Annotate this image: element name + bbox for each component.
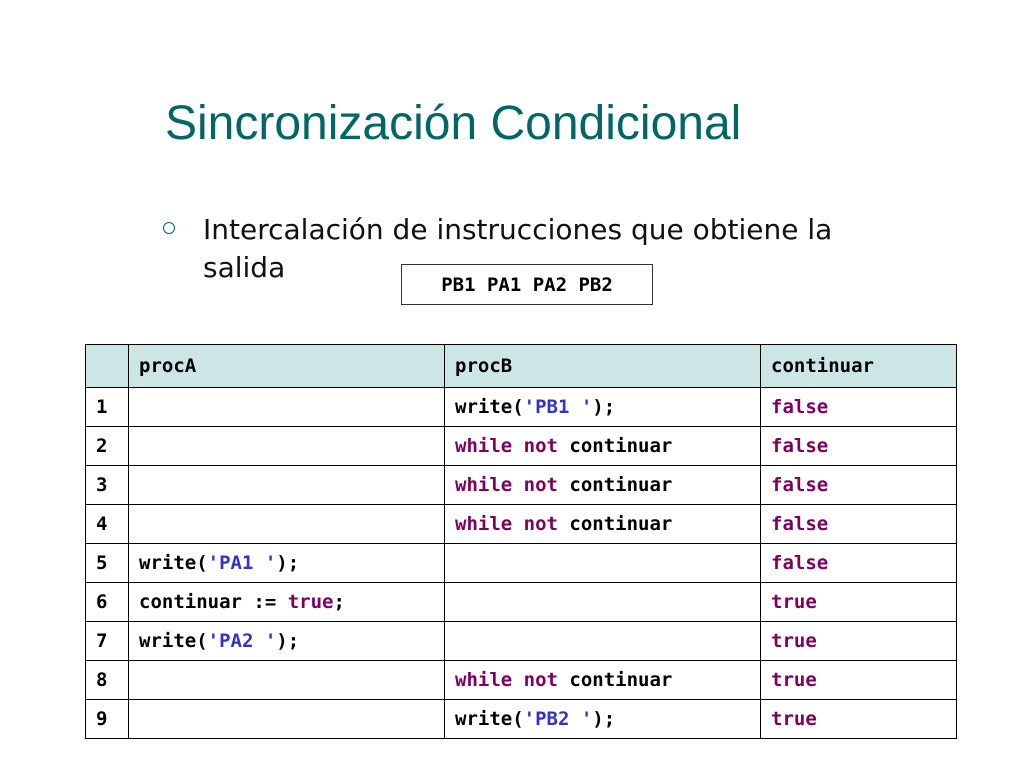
step-number: 5 (86, 544, 129, 583)
procb-cell (445, 583, 761, 622)
continuar-value: true (761, 700, 957, 739)
code-token: write( (455, 708, 524, 730)
code-token: 'PA1 ' (207, 552, 277, 574)
continuar-value: false (761, 505, 957, 544)
output-box: PB1 PA1 PA2 PB2 (401, 264, 653, 305)
code-token: while not (455, 435, 558, 457)
code-token: continuar (557, 513, 673, 535)
step-number: 3 (86, 466, 129, 505)
interleaving-table (85, 344, 957, 739)
code-token: ); (276, 552, 300, 574)
proca-cell (129, 622, 445, 661)
code-token: ); (592, 396, 616, 418)
table-row (86, 427, 957, 466)
table-row (86, 700, 957, 739)
step-number: 4 (86, 505, 129, 544)
code-token: while not (455, 474, 558, 496)
step-number: 1 (86, 388, 129, 427)
step-number: 9 (86, 700, 129, 739)
procb-cell (445, 544, 761, 583)
procb-cell (445, 700, 761, 739)
step-number: 2 (86, 427, 129, 466)
code-token: write( (139, 552, 208, 574)
procb-cell (445, 622, 761, 661)
procb-cell (445, 505, 761, 544)
procb-cell (445, 466, 761, 505)
proca-cell (129, 583, 445, 622)
step-number: 8 (86, 661, 129, 700)
code-token: ); (276, 630, 300, 652)
code-token: write( (455, 396, 524, 418)
code-token: ); (592, 708, 616, 730)
step-number: 6 (86, 583, 129, 622)
header-procb: procB (445, 345, 761, 388)
code-token: 'PB2 ' (523, 708, 593, 730)
header-continuar: continuar (761, 345, 957, 388)
code-token: continuar := (139, 591, 288, 613)
code-token: 'PB1 ' (523, 396, 593, 418)
continuar-value: false (761, 427, 957, 466)
code-token: continuar (557, 435, 673, 457)
proca-cell (129, 388, 445, 427)
table-row (86, 583, 957, 622)
continuar-value: false (761, 466, 957, 505)
code-token: continuar (557, 669, 673, 691)
header-step (86, 345, 129, 388)
bullet-circle-icon (163, 222, 175, 234)
code-token: ; (333, 591, 345, 613)
code-token: true (287, 591, 334, 613)
table-row (86, 466, 957, 505)
table-row (86, 505, 957, 544)
table-row (86, 661, 957, 700)
proca-cell (129, 700, 445, 739)
procb-cell (445, 388, 761, 427)
table-row (86, 622, 957, 661)
table-header-row (86, 345, 957, 388)
continuar-value: false (761, 544, 957, 583)
proca-cell (129, 466, 445, 505)
continuar-value: true (761, 622, 957, 661)
table-row (86, 388, 957, 427)
code-token: 'PA2 ' (207, 630, 277, 652)
table-row (86, 544, 957, 583)
bullet-text: Intercalación de instrucciones que obtiene la salida (203, 213, 833, 284)
continuar-value: true (761, 583, 957, 622)
proca-cell (129, 505, 445, 544)
slide-title: Sincronización Condicional (165, 97, 742, 150)
code-token: while not (455, 513, 558, 535)
code-token: continuar (557, 474, 673, 496)
step-number: 7 (86, 622, 129, 661)
procb-cell (445, 427, 761, 466)
proca-cell (129, 661, 445, 700)
proca-cell (129, 544, 445, 583)
continuar-value: true (761, 661, 957, 700)
code-token: while not (455, 669, 558, 691)
code-token: write( (139, 630, 208, 652)
proca-cell (129, 427, 445, 466)
header-proca: procA (129, 345, 445, 388)
procb-cell (445, 661, 761, 700)
continuar-value: false (761, 388, 957, 427)
